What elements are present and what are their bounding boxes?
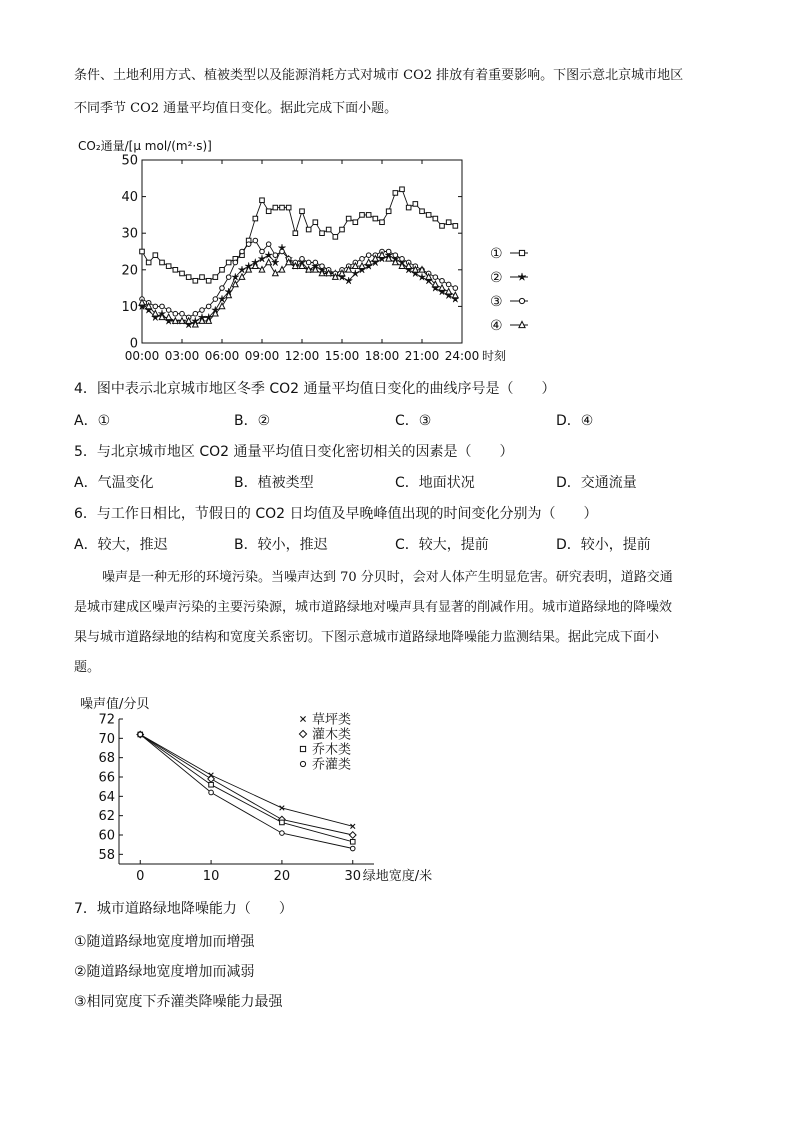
data-point	[420, 209, 425, 214]
data-point	[360, 257, 365, 262]
y-tick-label: 30	[121, 226, 138, 242]
legend-marker	[300, 716, 305, 721]
data-point	[280, 820, 285, 825]
data-point	[226, 260, 231, 265]
q6-option-c[interactable]: C．较大，提前	[395, 537, 489, 553]
legend-label: 乔灌类	[312, 757, 352, 773]
data-point	[320, 264, 325, 269]
x-tick-label: 03:00	[164, 349, 200, 363]
data-point	[180, 271, 185, 276]
x-tick-label: 15:00	[324, 349, 360, 363]
legend-marker	[518, 273, 526, 280]
legend-marker	[300, 761, 305, 766]
data-point	[300, 209, 305, 214]
y-tick-label: 62	[98, 809, 115, 825]
q7-item-1: ①随道路绿地宽度增加而增强	[74, 934, 255, 950]
data-point	[220, 268, 225, 273]
data-point	[160, 260, 165, 265]
data-point	[340, 227, 345, 232]
data-point	[320, 231, 325, 236]
x-tick-label: 24:00	[444, 349, 480, 363]
data-point	[166, 314, 172, 320]
q5-option-d[interactable]: D．交通流量	[556, 475, 637, 491]
x-tick-label: 21:00	[404, 349, 440, 363]
y-tick-label: 20	[121, 263, 138, 279]
q6-option-d[interactable]: D．较小，提前	[556, 537, 651, 553]
data-point	[446, 288, 452, 294]
data-point	[453, 292, 459, 298]
x-tick-label: 20	[273, 869, 291, 884]
data-point	[273, 205, 278, 210]
q5-option-c[interactable]: C．地面状况	[395, 475, 475, 491]
x-tick-label: 18:00	[364, 349, 400, 363]
x-tick-label: 0	[136, 869, 145, 884]
data-point	[446, 220, 451, 225]
data-point	[406, 205, 411, 210]
data-point	[280, 831, 285, 836]
legend-label-4: ④	[490, 318, 503, 334]
data-point	[413, 202, 418, 207]
data-point	[140, 249, 145, 254]
data-point	[313, 260, 318, 265]
y-tick-label: 40	[121, 190, 138, 206]
question5-stem: 5．与北京城市地区 CO2 通量平均值日变化密切相关的因素是（ ）	[74, 444, 514, 460]
data-point	[440, 224, 445, 229]
data-point	[433, 216, 438, 221]
data-point	[353, 220, 358, 225]
x-tick-label: 09:00	[244, 349, 280, 363]
co2-flux-chart	[70, 132, 550, 368]
data-point	[200, 275, 205, 280]
data-point	[393, 191, 398, 196]
data-point	[193, 278, 198, 283]
data-point	[193, 311, 198, 316]
q5-option-b[interactable]: B．植被类型	[234, 475, 314, 491]
data-point	[173, 311, 178, 316]
data-point	[260, 198, 265, 203]
data-point	[280, 205, 285, 210]
q6-option-a[interactable]: A．较大，推迟	[74, 537, 168, 553]
x-tick-label: 12:00	[284, 349, 320, 363]
legend-marker	[300, 746, 305, 751]
data-point	[206, 278, 211, 283]
data-point	[306, 227, 311, 232]
data-point	[213, 297, 218, 302]
data-point	[440, 278, 445, 283]
data-point	[209, 782, 214, 787]
y-tick-label: 72	[98, 712, 115, 728]
data-point	[418, 273, 425, 280]
data-point	[166, 308, 171, 313]
data-point	[380, 220, 385, 225]
passage1-line2: 不同季节 CO2 通量平均值日变化。据此完成下面小题。	[74, 101, 398, 116]
data-point	[138, 732, 143, 737]
passage2-line3: 果与城市道路绿地的结构和宽度关系密切。下图示意城市道路绿地降噪能力监测结果。据此完成下面小	[74, 630, 660, 645]
y-tick-label: 66	[98, 770, 115, 786]
y-tick-label: 10	[121, 299, 138, 315]
x-axis-label: 时刻	[482, 349, 507, 363]
data-point	[393, 253, 398, 258]
data-point	[453, 224, 458, 229]
data-point	[206, 304, 211, 309]
passage2-line2: 是城市建成区噪声污染的主要污染源，城市道路绿地对噪声具有显著的削减作用。城市道路绿地的降噪效	[74, 600, 673, 615]
question6-stem: 6．与工作日相比，节假日的 CO2 日均值及早晚峰值出现的时间变化分别为（ ）	[74, 506, 598, 522]
data-point	[153, 253, 158, 258]
q5-option-a[interactable]: A．气温变化	[74, 475, 154, 491]
passage2-line4: 题。	[74, 660, 101, 675]
data-point	[433, 275, 438, 280]
data-point	[266, 209, 271, 214]
data-point	[453, 286, 458, 291]
y-tick-label: 50	[121, 153, 138, 169]
data-point	[266, 242, 271, 247]
legend-label-2: ②	[490, 270, 503, 286]
q4-option-b[interactable]: B．②	[234, 413, 271, 429]
data-point	[366, 213, 371, 218]
question4-stem: 4．图中表示北京城市地区冬季 CO2 通量平均值日变化的曲线序号是（ ）	[74, 381, 556, 397]
data-point	[146, 260, 151, 265]
legend-label-1: ①	[490, 246, 503, 262]
data-point	[306, 260, 311, 265]
x-tick-label: 06:00	[204, 349, 240, 363]
q4-option-a[interactable]: A．①	[74, 413, 111, 429]
data-point	[265, 251, 272, 258]
data-point	[253, 216, 258, 221]
data-point	[280, 249, 285, 254]
data-point	[400, 187, 405, 192]
data-point	[333, 235, 338, 240]
data-point	[220, 286, 225, 291]
q4-option-d[interactable]: D．④	[556, 413, 594, 429]
y-tick-label: 70	[98, 731, 115, 747]
data-point	[180, 311, 185, 316]
data-point	[400, 257, 405, 262]
data-point	[209, 790, 214, 795]
data-point	[273, 253, 278, 258]
data-point	[349, 832, 356, 839]
passage1-line1: 条件、土地利用方式、植被类型以及能源消耗方式对城市 CO2 排放有着重要影响。下图示意北京城市地区	[74, 68, 684, 83]
q7-item-2: ②随道路绿地宽度增加而减弱	[74, 964, 255, 980]
data-point	[386, 209, 391, 214]
series-line	[142, 248, 455, 325]
data-point	[166, 264, 171, 269]
data-point	[260, 249, 265, 254]
data-point	[359, 263, 365, 269]
data-point	[360, 213, 365, 218]
data-point	[446, 282, 451, 287]
data-point	[300, 257, 305, 262]
legend-label-3: ③	[490, 294, 503, 310]
data-point	[386, 249, 391, 254]
data-point	[373, 216, 378, 221]
data-point	[313, 220, 318, 225]
y-axis-label: CO₂通量/[μ mol/(m²·s)]	[78, 139, 212, 153]
data-point	[238, 266, 245, 273]
x-tick-label: 30	[344, 869, 362, 884]
passage2-line1: 噪声是一种无形的环境污染。当噪声达到 70 分贝时，会对人体产生明显危害。研究表明，道路交通	[102, 570, 673, 585]
data-point	[186, 275, 191, 280]
legend-marker	[519, 250, 524, 255]
legend-label: 乔木类	[312, 742, 352, 758]
data-point	[366, 253, 371, 258]
data-point	[233, 260, 238, 265]
legend-marker	[299, 730, 306, 737]
y-axis-label: 噪声值/分贝	[80, 697, 150, 712]
series-2	[138, 244, 459, 328]
data-point	[352, 270, 359, 277]
data-point	[258, 255, 265, 262]
data-point	[246, 242, 251, 247]
data-point	[213, 275, 218, 280]
data-point	[293, 231, 298, 236]
data-point	[366, 259, 372, 265]
data-point	[346, 216, 351, 221]
data-point	[326, 227, 331, 232]
legend-marker	[519, 298, 524, 303]
data-point	[173, 268, 178, 273]
y-tick-label: 68	[98, 751, 115, 767]
q4-option-c[interactable]: C．③	[395, 413, 432, 429]
data-point	[153, 304, 158, 309]
data-point	[200, 308, 205, 313]
data-point	[160, 304, 165, 309]
x-tick-label: 00:00	[124, 349, 160, 363]
x-axis-label: 绿地宽度/米	[362, 869, 433, 884]
q7-item-3: ③相同宽度下乔灌类降噪能力最强	[74, 994, 283, 1010]
data-point	[240, 249, 245, 254]
q6-option-b[interactable]: B．较小，推迟	[234, 537, 328, 553]
data-point	[350, 846, 355, 851]
data-point	[253, 238, 258, 243]
data-point	[266, 259, 272, 265]
y-tick-label: 0	[129, 336, 138, 352]
noise-chart	[74, 692, 454, 888]
y-tick-label: 64	[98, 789, 115, 805]
question7-stem: 7．城市道路绿地降噪能力（ ）	[74, 901, 293, 917]
y-tick-label: 60	[98, 828, 115, 844]
legend-label: 草坪类	[312, 712, 352, 728]
legend-label: 灌木类	[312, 727, 352, 743]
y-tick-label: 58	[98, 847, 115, 863]
data-point	[286, 205, 291, 210]
data-point	[439, 285, 445, 291]
data-point	[350, 839, 355, 844]
data-point	[426, 213, 431, 218]
x-tick-label: 10	[202, 869, 220, 884]
data-point	[226, 275, 231, 280]
